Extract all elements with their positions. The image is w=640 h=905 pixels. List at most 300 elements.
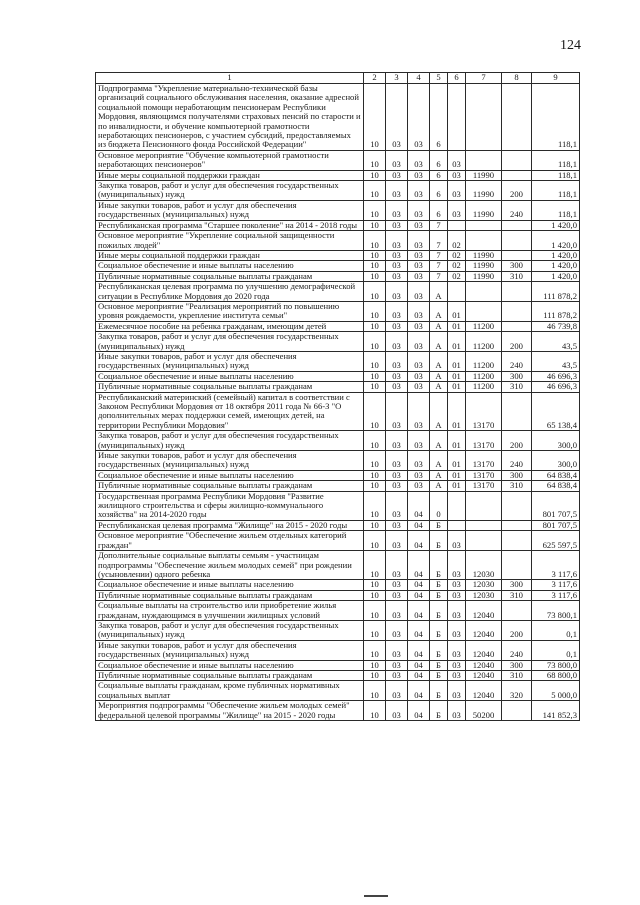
subprogram-code: 7 xyxy=(430,271,448,281)
column-header-1: 1 xyxy=(96,73,364,84)
direction-code xyxy=(466,301,502,321)
expense-type-code xyxy=(502,301,532,321)
footer-mark xyxy=(364,895,388,897)
section-code: 10 xyxy=(364,531,386,551)
table-row xyxy=(96,250,580,260)
expense-type-code xyxy=(502,220,532,230)
amount-cell: 73 800,1 xyxy=(532,601,580,621)
table-row xyxy=(96,670,580,680)
program-code: 04 xyxy=(408,640,430,660)
program-code: 04 xyxy=(408,551,430,580)
program-code: 03 xyxy=(408,301,430,321)
direction-code xyxy=(466,531,502,551)
program-code: 04 xyxy=(408,660,430,670)
subsection-code: 03 xyxy=(386,150,408,170)
activity-code: 01 xyxy=(448,371,466,381)
activity-code: 03 xyxy=(448,601,466,621)
table-row xyxy=(96,220,580,230)
table-row xyxy=(96,351,580,371)
table-row xyxy=(96,301,580,321)
row-name: Подпрограмма "Укрепление материально-технической базы организаций социального обслуживания населения, оказание адресной социальной помощи неработающим пенсионерам Республики Мордовия, являющимся получателями страховых пенсий по старости и по инвалидности, и обучение компьютерной грамотности неработающих пенсионеров, с участием субсидий, предоставляемых из бюджета Пенсионного фонда Российской Федерации" xyxy=(96,84,364,151)
subsection-code: 03 xyxy=(386,332,408,352)
amount-cell: 5 000,0 xyxy=(532,681,580,701)
row-name: Публичные нормативные социальные выплаты гражданам xyxy=(96,382,364,392)
activity-code: 03 xyxy=(448,620,466,640)
direction-code: 11200 xyxy=(466,332,502,352)
program-code: 03 xyxy=(408,321,430,331)
subsection-code: 03 xyxy=(386,491,408,520)
subprogram-code: Б xyxy=(430,670,448,680)
table-row xyxy=(96,520,580,530)
subprogram-code: 6 xyxy=(430,200,448,220)
row-name: Социальные выплаты на строительство или приобретение жилья гражданам, нуждающимся в улучшении жилищных условий xyxy=(96,601,364,621)
program-code: 03 xyxy=(408,150,430,170)
table-row xyxy=(96,282,580,302)
direction-code: 12040 xyxy=(466,601,502,621)
page-number: 124 xyxy=(560,38,581,53)
subprogram-code: Б xyxy=(430,531,448,551)
subsection-code: 03 xyxy=(386,321,408,331)
direction-code: 12040 xyxy=(466,660,502,670)
program-code: 03 xyxy=(408,231,430,251)
activity-code: 01 xyxy=(448,470,466,480)
amount-cell: 46 696,3 xyxy=(532,371,580,381)
subprogram-code: Б xyxy=(430,640,448,660)
amount-cell: 0,1 xyxy=(532,620,580,640)
direction-code: 11990 xyxy=(466,181,502,201)
activity-code: 01 xyxy=(448,431,466,451)
activity-code: 01 xyxy=(448,301,466,321)
section-code: 10 xyxy=(364,282,386,302)
amount-cell: 118,1 xyxy=(532,181,580,201)
row-name: Социальное обеспечение и иные выплаты населению xyxy=(96,371,364,381)
program-code: 04 xyxy=(408,681,430,701)
subprogram-code: Б xyxy=(430,551,448,580)
section-code: 10 xyxy=(364,382,386,392)
program-code: 04 xyxy=(408,580,430,590)
section-code: 10 xyxy=(364,301,386,321)
row-name: Публичные нормативные социальные выплаты гражданам xyxy=(96,670,364,680)
row-name: Основное мероприятие "Укрепление социальной защищенности пожилых людей" xyxy=(96,231,364,251)
table-row xyxy=(96,601,580,621)
amount-cell: 118,1 xyxy=(532,170,580,180)
activity-code: 02 xyxy=(448,231,466,251)
expense-type-code xyxy=(502,551,532,580)
subsection-code: 03 xyxy=(386,451,408,471)
subprogram-code: А xyxy=(430,431,448,451)
row-name: Социальное обеспечение и иные выплаты населению xyxy=(96,660,364,670)
amount-cell: 1 420,0 xyxy=(532,231,580,251)
expense-type-code: 240 xyxy=(502,640,532,660)
subsection-code: 03 xyxy=(386,701,408,721)
subprogram-code: Б xyxy=(430,590,448,600)
amount-cell: 111 878,2 xyxy=(532,301,580,321)
row-name: Закупка товаров, работ и услуг для обеспечения государственных (муниципальных) нужд xyxy=(96,181,364,201)
subsection-code: 03 xyxy=(386,301,408,321)
table-row xyxy=(96,620,580,640)
subsection-code: 03 xyxy=(386,231,408,251)
table-row xyxy=(96,681,580,701)
expense-type-code xyxy=(502,520,532,530)
column-header-9: 9 xyxy=(532,73,580,84)
program-code: 03 xyxy=(408,470,430,480)
subprogram-code: Б xyxy=(430,580,448,590)
activity-code: 03 xyxy=(448,200,466,220)
table-row xyxy=(96,660,580,670)
row-name: Основное мероприятие "Обеспечение жильем отдельных категорий граждан" xyxy=(96,531,364,551)
expense-type-code: 310 xyxy=(502,271,532,281)
direction-code: 13170 xyxy=(466,451,502,471)
expense-type-code: 200 xyxy=(502,431,532,451)
table-row xyxy=(96,551,580,580)
amount-cell: 141 852,3 xyxy=(532,701,580,721)
program-code: 04 xyxy=(408,590,430,600)
subsection-code: 03 xyxy=(386,371,408,381)
row-name: Республиканский материнский (семейный) капитал в соответствии с Законом Республики Мордовия от 18 октября 2011 года № 66-З "О дополнительных мерах поддержки семей, имеющих детей, на территории Республики Мордовия" xyxy=(96,392,364,431)
program-code: 04 xyxy=(408,491,430,520)
table-row xyxy=(96,84,580,151)
budget-table xyxy=(95,72,580,721)
table-row xyxy=(96,231,580,251)
subsection-code: 03 xyxy=(386,551,408,580)
direction-code: 11200 xyxy=(466,351,502,371)
subprogram-code: А xyxy=(430,351,448,371)
table-row xyxy=(96,181,580,201)
expense-type-code xyxy=(502,84,532,151)
table-row xyxy=(96,150,580,170)
row-name: Основное мероприятие "Реализация мероприятий по повышению уровня рождаемости, укрепление института семьи" xyxy=(96,301,364,321)
table-header-row xyxy=(96,73,580,84)
amount-cell: 73 800,0 xyxy=(532,660,580,670)
column-header-6: 6 xyxy=(448,73,466,84)
direction-code: 13170 xyxy=(466,392,502,431)
subprogram-code: 7 xyxy=(430,231,448,251)
direction-code: 11200 xyxy=(466,371,502,381)
subprogram-code: Б xyxy=(430,681,448,701)
section-code: 10 xyxy=(364,181,386,201)
activity-code: 01 xyxy=(448,382,466,392)
section-code: 10 xyxy=(364,520,386,530)
table-row xyxy=(96,271,580,281)
expense-type-code: 300 xyxy=(502,371,532,381)
direction-code xyxy=(466,231,502,251)
program-code: 04 xyxy=(408,531,430,551)
row-name: Публичные нормативные социальные выплаты гражданам xyxy=(96,481,364,491)
amount-cell: 43,5 xyxy=(532,351,580,371)
subprogram-code: 7 xyxy=(430,250,448,260)
row-name: Закупка товаров, работ и услуг для обеспечения государственных (муниципальных) нужд xyxy=(96,620,364,640)
subprogram-code: А xyxy=(430,332,448,352)
row-name: Публичные нормативные социальные выплаты гражданам xyxy=(96,590,364,600)
subprogram-code: 7 xyxy=(430,220,448,230)
program-code: 04 xyxy=(408,670,430,680)
section-code: 10 xyxy=(364,431,386,451)
expense-type-code: 310 xyxy=(502,382,532,392)
subprogram-code: 6 xyxy=(430,84,448,151)
row-name: Республиканская целевая программа "Жилище" на 2015 - 2020 годы xyxy=(96,520,364,530)
amount-cell: 801 707,5 xyxy=(532,491,580,520)
activity-code xyxy=(448,491,466,520)
row-name: Социальное обеспечение и иные выплаты населению xyxy=(96,580,364,590)
direction-code: 13170 xyxy=(466,481,502,491)
row-name: Республиканская целевая программа по улучшению демографической ситуации в Республике Мордовия до 2020 года xyxy=(96,282,364,302)
activity-code: 03 xyxy=(448,670,466,680)
section-code: 10 xyxy=(364,660,386,670)
activity-code: 03 xyxy=(448,531,466,551)
activity-code: 03 xyxy=(448,681,466,701)
column-header-7: 7 xyxy=(466,73,502,84)
subsection-code: 03 xyxy=(386,640,408,660)
row-name: Публичные нормативные социальные выплаты гражданам xyxy=(96,271,364,281)
row-name: Социальное обеспечение и иные выплаты населению xyxy=(96,261,364,271)
program-code: 03 xyxy=(408,261,430,271)
direction-code: 11990 xyxy=(466,170,502,180)
amount-cell: 1 420,0 xyxy=(532,220,580,230)
row-name: Мероприятия подпрограммы "Обеспечение жильем молодых семей" федеральной целевой программы "Жилище" на 2015 - 2020 годы xyxy=(96,701,364,721)
program-code: 03 xyxy=(408,392,430,431)
subsection-code: 03 xyxy=(386,271,408,281)
direction-code: 12040 xyxy=(466,681,502,701)
table-row xyxy=(96,170,580,180)
direction-code: 11990 xyxy=(466,271,502,281)
column-header-3: 3 xyxy=(386,73,408,84)
program-code: 04 xyxy=(408,620,430,640)
table-row xyxy=(96,640,580,660)
activity-code xyxy=(448,282,466,302)
subprogram-code: А xyxy=(430,481,448,491)
section-code: 10 xyxy=(364,261,386,271)
row-name: Иные меры социальной поддержки граждан xyxy=(96,170,364,180)
row-name: Республиканская программа "Старшее поколение" на 2014 - 2018 годы xyxy=(96,220,364,230)
section-code: 10 xyxy=(364,580,386,590)
program-code: 03 xyxy=(408,431,430,451)
table-row xyxy=(96,371,580,381)
amount-cell: 300,0 xyxy=(532,431,580,451)
program-code: 04 xyxy=(408,520,430,530)
subprogram-code: А xyxy=(430,392,448,431)
direction-code: 13170 xyxy=(466,470,502,480)
activity-code: 03 xyxy=(448,551,466,580)
amount-cell: 65 138,4 xyxy=(532,392,580,431)
column-header-5: 5 xyxy=(430,73,448,84)
table-row xyxy=(96,261,580,271)
program-code: 03 xyxy=(408,382,430,392)
table-row xyxy=(96,491,580,520)
expense-type-code xyxy=(502,250,532,260)
program-code: 03 xyxy=(408,200,430,220)
activity-code: 01 xyxy=(448,481,466,491)
table-row xyxy=(96,332,580,352)
activity-code: 01 xyxy=(448,321,466,331)
amount-cell: 1 420,0 xyxy=(532,250,580,260)
subsection-code: 03 xyxy=(386,84,408,151)
activity-code: 03 xyxy=(448,181,466,201)
expense-type-code: 240 xyxy=(502,200,532,220)
activity-code: 01 xyxy=(448,451,466,471)
subsection-code: 03 xyxy=(386,200,408,220)
expense-type-code xyxy=(502,170,532,180)
expense-type-code xyxy=(502,491,532,520)
activity-code: 03 xyxy=(448,660,466,670)
section-code: 10 xyxy=(364,271,386,281)
amount-cell: 118,1 xyxy=(532,200,580,220)
section-code: 10 xyxy=(364,250,386,260)
subsection-code: 03 xyxy=(386,181,408,201)
expense-type-code: 200 xyxy=(502,181,532,201)
direction-code xyxy=(466,282,502,302)
subprogram-code: А xyxy=(430,451,448,471)
direction-code xyxy=(466,150,502,170)
section-code: 10 xyxy=(364,681,386,701)
direction-code: 12040 xyxy=(466,620,502,640)
expense-type-code: 300 xyxy=(502,660,532,670)
section-code: 10 xyxy=(364,371,386,381)
direction-code: 12030 xyxy=(466,580,502,590)
expense-type-code: 300 xyxy=(502,261,532,271)
expense-type-code: 200 xyxy=(502,332,532,352)
section-code: 10 xyxy=(364,220,386,230)
program-code: 03 xyxy=(408,332,430,352)
amount-cell: 46 739,8 xyxy=(532,321,580,331)
subprogram-code: 6 xyxy=(430,170,448,180)
amount-cell: 300,0 xyxy=(532,451,580,471)
section-code: 10 xyxy=(364,392,386,431)
expense-type-code xyxy=(502,531,532,551)
activity-code: 01 xyxy=(448,351,466,371)
section-code: 10 xyxy=(364,551,386,580)
direction-code xyxy=(466,84,502,151)
row-name: Дополнительные социальные выплаты семьям - участницам подпрограммы "Обеспечение жильем молодых семей" при рождении (усыновлении) одного ребенка xyxy=(96,551,364,580)
section-code: 10 xyxy=(364,601,386,621)
table-row xyxy=(96,481,580,491)
column-header-2: 2 xyxy=(364,73,386,84)
column-header-8: 8 xyxy=(502,73,532,84)
direction-code: 12030 xyxy=(466,590,502,600)
subprogram-code: 6 xyxy=(430,181,448,201)
subprogram-code: Б xyxy=(430,520,448,530)
section-code: 10 xyxy=(364,200,386,220)
direction-code xyxy=(466,491,502,520)
activity-code: 03 xyxy=(448,580,466,590)
subsection-code: 03 xyxy=(386,601,408,621)
expense-type-code: 240 xyxy=(502,451,532,471)
program-code: 03 xyxy=(408,481,430,491)
subsection-code: 03 xyxy=(386,392,408,431)
section-code: 10 xyxy=(364,170,386,180)
subsection-code: 03 xyxy=(386,250,408,260)
row-name: Иные закупки товаров, работ и услуг для обеспечения государственных (муниципальных) нужд xyxy=(96,351,364,371)
amount-cell: 111 878,2 xyxy=(532,282,580,302)
expense-type-code: 320 xyxy=(502,681,532,701)
subprogram-code: Б xyxy=(430,660,448,670)
activity-code: 03 xyxy=(448,150,466,170)
amount-cell: 118,1 xyxy=(532,150,580,170)
section-code: 10 xyxy=(364,470,386,480)
section-code: 10 xyxy=(364,451,386,471)
section-code: 10 xyxy=(364,590,386,600)
table-row xyxy=(96,382,580,392)
expense-type-code: 310 xyxy=(502,481,532,491)
expense-type-code: 200 xyxy=(502,620,532,640)
expense-type-code: 300 xyxy=(502,470,532,480)
amount-cell: 801 707,5 xyxy=(532,520,580,530)
activity-code: 03 xyxy=(448,170,466,180)
amount-cell: 64 838,4 xyxy=(532,470,580,480)
subsection-code: 03 xyxy=(386,220,408,230)
expense-type-code: 310 xyxy=(502,670,532,680)
expense-type-code xyxy=(502,601,532,621)
direction-code: 11990 xyxy=(466,250,502,260)
subsection-code: 03 xyxy=(386,580,408,590)
expense-type-code: 300 xyxy=(502,580,532,590)
subprogram-code: А xyxy=(430,301,448,321)
row-name: Иные закупки товаров, работ и услуг для обеспечения государственных (муниципальных) нужд xyxy=(96,451,364,471)
subprogram-code: 6 xyxy=(430,150,448,170)
program-code: 03 xyxy=(408,451,430,471)
direction-code: 50200 xyxy=(466,701,502,721)
subsection-code: 03 xyxy=(386,351,408,371)
program-code: 03 xyxy=(408,271,430,281)
table-row xyxy=(96,580,580,590)
table-row xyxy=(96,200,580,220)
subsection-code: 03 xyxy=(386,660,408,670)
amount-cell: 43,5 xyxy=(532,332,580,352)
subsection-code: 03 xyxy=(386,282,408,302)
table-body xyxy=(96,84,580,721)
section-code: 10 xyxy=(364,150,386,170)
expense-type-code xyxy=(502,321,532,331)
section-code: 10 xyxy=(364,491,386,520)
expense-type-code: 310 xyxy=(502,590,532,600)
direction-code: 12040 xyxy=(466,670,502,680)
activity-code xyxy=(448,84,466,151)
table-row xyxy=(96,470,580,480)
subsection-code: 03 xyxy=(386,481,408,491)
amount-cell: 3 117,6 xyxy=(532,551,580,580)
expense-type-code xyxy=(502,701,532,721)
expense-type-code xyxy=(502,150,532,170)
subsection-code: 03 xyxy=(386,590,408,600)
activity-code: 02 xyxy=(448,271,466,281)
table-row xyxy=(96,590,580,600)
program-code: 03 xyxy=(408,84,430,151)
activity-code: 01 xyxy=(448,332,466,352)
amount-cell: 64 838,4 xyxy=(532,481,580,491)
subprogram-code: А xyxy=(430,282,448,302)
subsection-code: 03 xyxy=(386,431,408,451)
row-name: Социальные выплаты гражданам, кроме публичных нормативных социальных выплат xyxy=(96,681,364,701)
direction-code: 11990 xyxy=(466,200,502,220)
table-row xyxy=(96,451,580,471)
expense-type-code xyxy=(502,231,532,251)
program-code: 03 xyxy=(408,282,430,302)
table-row xyxy=(96,392,580,431)
subsection-code: 03 xyxy=(386,261,408,271)
section-code: 10 xyxy=(364,640,386,660)
row-name: Социальное обеспечение и иные выплаты населению xyxy=(96,470,364,480)
column-header-4: 4 xyxy=(408,73,430,84)
section-code: 10 xyxy=(364,620,386,640)
amount-cell: 1 420,0 xyxy=(532,261,580,271)
direction-code: 11200 xyxy=(466,321,502,331)
row-name: Ежемесячное пособие на ребенка гражданам, имеющим детей xyxy=(96,321,364,331)
table-row xyxy=(96,531,580,551)
amount-cell: 46 696,3 xyxy=(532,382,580,392)
subprogram-code: А xyxy=(430,321,448,331)
activity-code xyxy=(448,520,466,530)
subsection-code: 03 xyxy=(386,382,408,392)
expense-type-code: 240 xyxy=(502,351,532,371)
